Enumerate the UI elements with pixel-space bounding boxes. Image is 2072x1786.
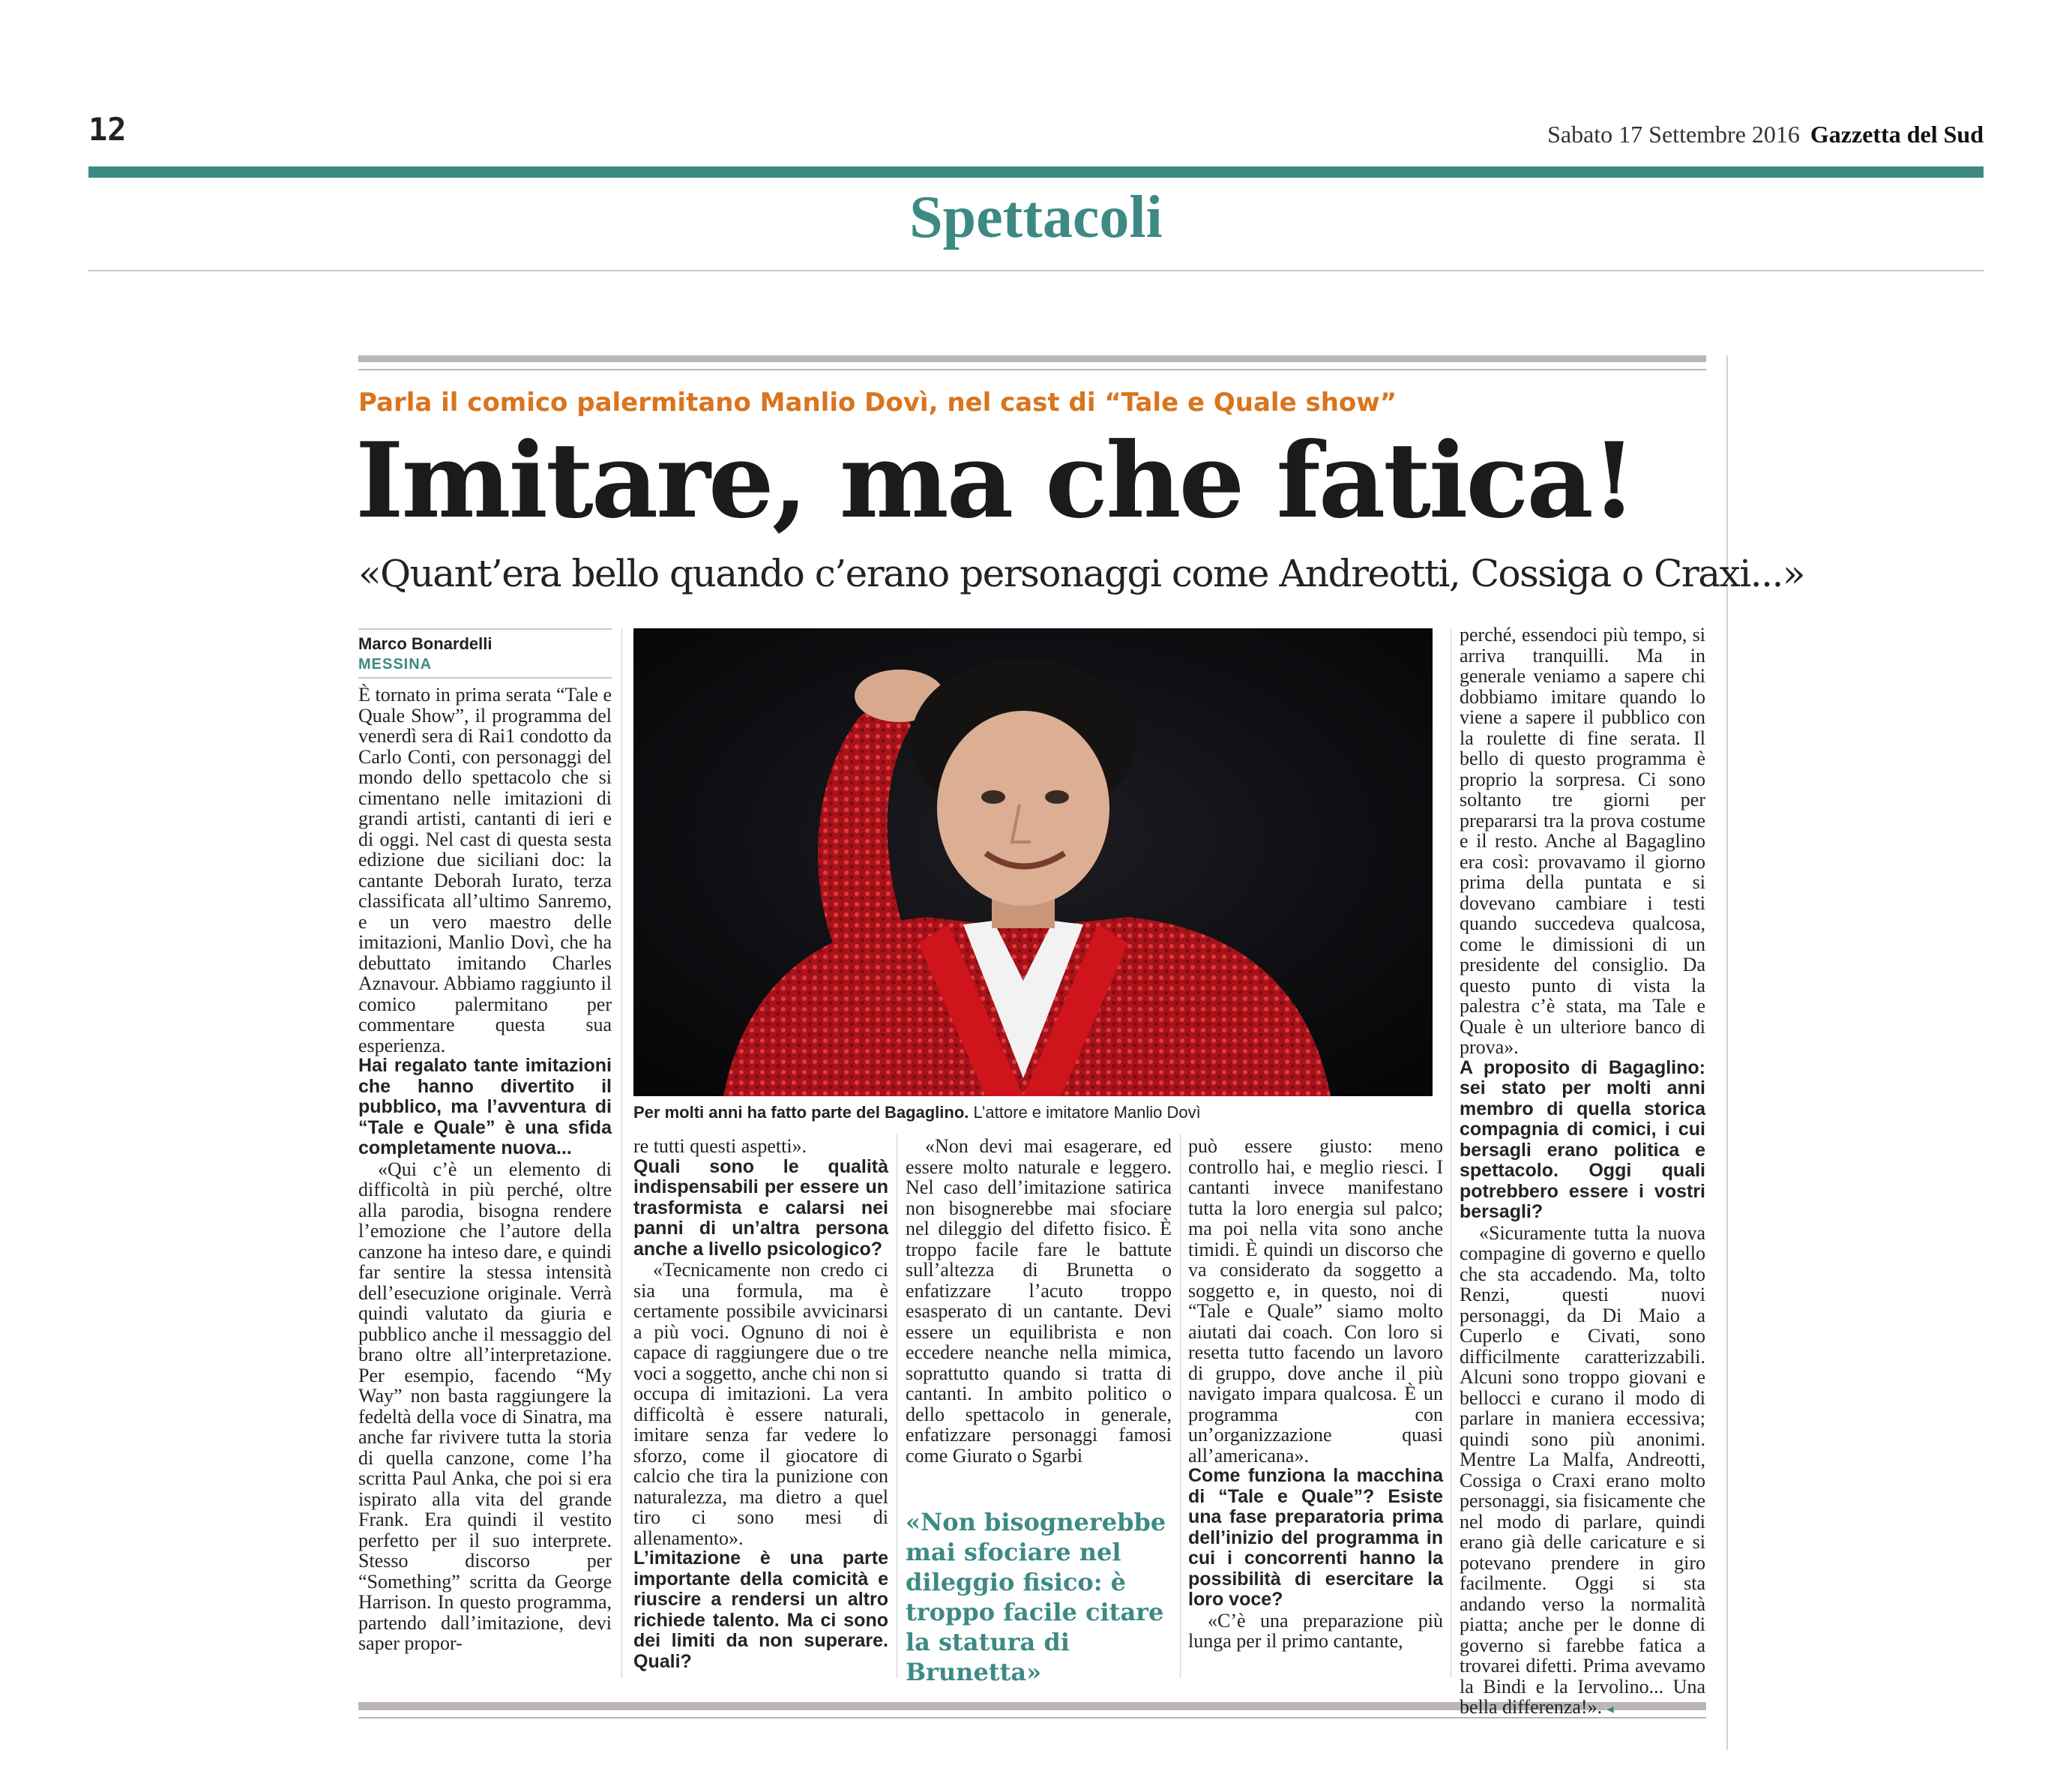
paragraph: può essere giusto: meno controllo hai, e meglio riesci. I cantanti invece manifestano tutta la loro energia sul palco; ma poi nella vita sono anche timidi. È quindi un discorso che va considerato da soggetto a soggetto e, in questo, noi di “Tale e Quale” siamo molto aiutati dai coach. Con loro si resetta tutto facendo un lavoro di gruppo, dove anche il più navigato impara qualcosa. È un programma con un’organizzazione quasi all’americana».: [1188, 1135, 1443, 1467]
byline-author: Marco Bonardelli: [358, 634, 493, 653]
byline: [358, 634, 612, 674]
interview-question: Hai regalato tante imitazioni che hanno divertito il pubblico, ma l’avventura di “Tale e Quale” è una sfida completamente nuova...: [358, 1055, 612, 1158]
section-divider: [88, 270, 1984, 271]
page-number: 12: [88, 111, 127, 148]
column-4: [1188, 1136, 1443, 1652]
newspaper-name: Gazzetta del Sud: [1810, 121, 1984, 148]
byline-city: MESSINA: [358, 656, 433, 673]
paragraph: perché, essendoci più tempo, si arriva tranquilli. Ma in generale veniamo a sapere chi dobbiamo imitare quando lo viene a sapere il pubblico con la roulette di fine serata. Il bello di questo programma è proprio la sorpresa. Ci sono soltanto tre giorni per prepararsi tra la prova costume e il resto. Anche al Bagaglino era così: provavamo il giorno prima della puntata e si dovevano cambiare i testi quando succedeva qualcosa, come le dimissioni di un presidente del consiglio. Da questo punto di vista la palestra c’è stata, ma Tale e Quale è un ulteriore banco di prova».: [1460, 624, 1705, 1058]
byline-rule: [358, 628, 612, 630]
interview-question: L’imitazione è una parte importante della comicità e riuscire a rendersi un altro richiede talento. Ma ci sono dei limiti da non superare. Quali?: [633, 1548, 888, 1672]
column-5: [1460, 625, 1705, 1720]
paragraph: È tornato in prima serata “Tale e Quale Show”, il programma del venerdì sera di Rai1 condotto da Carlo Conti, con personaggi del mondo dello spettacolo che si cimentano nelle imitazioni di grandi artisti, cantanti di ieri e di oggi. Nel cast di questa sesta edizione due siciliani doc: la cantante Deborah Iurato, terza classificata all’ultimo Sanremo, e un vero maestro delle imitazioni, Manlio Dovì, che ha debuttato imitando Charles Aznavour. Abbiamo raggiunto il comico palermitano per commentare questa sua esperienza.: [358, 684, 612, 1056]
pull-quote: «Non bisognerebbe mai sfociare nel dileggio fisico: è troppo facile citare la statura di Brunetta»: [906, 1508, 1166, 1686]
section-title: Spettacoli: [909, 184, 1163, 250]
article-top-rule-thin: [358, 369, 1706, 370]
article-headline: Imitare, ma che fatica!: [355, 419, 1635, 541]
interview-question: Quali sono le qualità indispensabili per essere un trasformista e calarsi nei panni di un’altra persona anche a livello psicologico?: [633, 1155, 888, 1260]
column-separator: [1180, 1134, 1181, 1678]
paragraph: «Tecnicamente non credo ci sia una formula, ma è certamente possibile avvicinarsi a più voci. Ognuno di noi è capace di raggiungere due o tre voci a soggetto, anche chi non si occupa di imitazioni. La vera difficoltà è essere naturali, imitare senza far vedere lo sforzo, come il giocatore di calcio che tira la punizione con naturalezza, ma dietro a quel tiro ci sono mesi di allenamento».: [633, 1259, 888, 1549]
caption-text: L’attore e imitatore Manlio Dovì: [973, 1103, 1201, 1122]
column-separator: [621, 628, 622, 1678]
byline-rule-bottom: [358, 677, 612, 679]
header-bar: [88, 166, 1984, 178]
interview-question: A proposito di Bagaglino: sei stato per molti anni membro di quella storica compagnia di comici, i cui bersagli erano politica e spettacolo. Oggi quali potrebbero essere i vostri bersagli?: [1460, 1056, 1705, 1222]
article-top-rule: [358, 355, 1706, 362]
paragraph: «Qui c’è un elemento di difficoltà in più perché, oltre alla parodia, bisogna rendere l’emozione che l’autore della canzone ha inteso dare, e quindi far sentire la stessa intensità dell’esecuzione originale. Verrà quindi valutato da giuria e pubblico anche il messaggio del brano oltre all’interpretazione. Per esempio, facendo “My Way” non basta raggiungere la fedeltà della voce di Sinatra, ma anche far rivivere tutta la storia di quella canzone, come l’ha scritta Paul Anka, che poi si era ispirato alla vita del grande Frank. Era quindi il vestito perfetto per il suo interprete. Stesso discorso per “Something” scritta da George Harrison. In questo programma, partendo dall’imitazione, devi saper propor-: [358, 1158, 612, 1654]
dateline: [1547, 122, 1984, 146]
photo-caption: [633, 1102, 1433, 1123]
caption-lead: Per molti anni ha fatto parte del Bagaglino.: [633, 1103, 969, 1122]
paragraph: «C’è una preparazione più lunga per il primo cantante,: [1188, 1609, 1443, 1652]
article-photo: [633, 628, 1433, 1096]
article-subhead: «Quant’era bello quando c’erano personaggi come Andreotti, Cossiga o Craxi...»: [358, 552, 1805, 595]
interview-question: Come funziona la macchina di “Tale e Quale”? Esiste una fase preparatoria prima dell’inizio del programma in cui i concorrenti hanno la possibilità di esercitare la loro voce?: [1188, 1465, 1443, 1610]
article-kicker: Parla il comico palermitano Manlio Dovì, nel cast di “Tale e Quale show”: [358, 388, 1397, 418]
paragraph: re tutti questi aspetti».: [633, 1135, 807, 1157]
paragraph: «Non devi mai esagerare, ed essere molto naturale e leggero. Nel caso dell’imitazione satirica non bisognerebbe mai sfociare nel dileggio del difetto fisico. È troppo facile fare le battute sull’altezza di Brunetta o enfatizzare l’acuto troppo esasperato di un cantante. Devi essere un equilibrista e non eccedere neanche nella mimica, soprattutto quando si tratta di cantanti. In ambito politico o dello spettacolo in generale, enfatizzare personaggi famosi come Giurato o Sgarbi: [906, 1135, 1172, 1467]
portrait-image: [633, 628, 1433, 1096]
column-1: [358, 685, 612, 1654]
end-mark-icon: ◂: [1606, 1701, 1614, 1716]
column-3: [906, 1136, 1172, 1466]
paragraph: [1460, 1223, 1705, 1720]
issue-date: Sabato 17 Settembre 2016: [1547, 121, 1800, 148]
column-2: [633, 1136, 888, 1672]
paragraph-text: «Sicuramente tutta la nuova compagine di governo e quello che sta accadendo. Ma, tolto Renzi, questi nuovi personaggi, da Di Maio a Cuperlo e Civati, sono difficilmente caratterizzabili. Alcuni sono troppo giovani e bellocci e curano il modo di parlare in maniera eccessiva; quindi sono più anonimi. Mentre La Malfa, Andreotti, Cossiga o Craxi erano molto personaggi, sia fisicamente che nel modo di parlare, quindi erano già delle caricature e si potevano prendere in giro facilmente. Oggi si sta andando verso la normalità piatta; anche per le donne di governo si farebbe fatica a trovarei difetti. Prima avevamo la Bindi e la Iervolino... Una bella differenza!».: [1460, 1221, 1705, 1718]
